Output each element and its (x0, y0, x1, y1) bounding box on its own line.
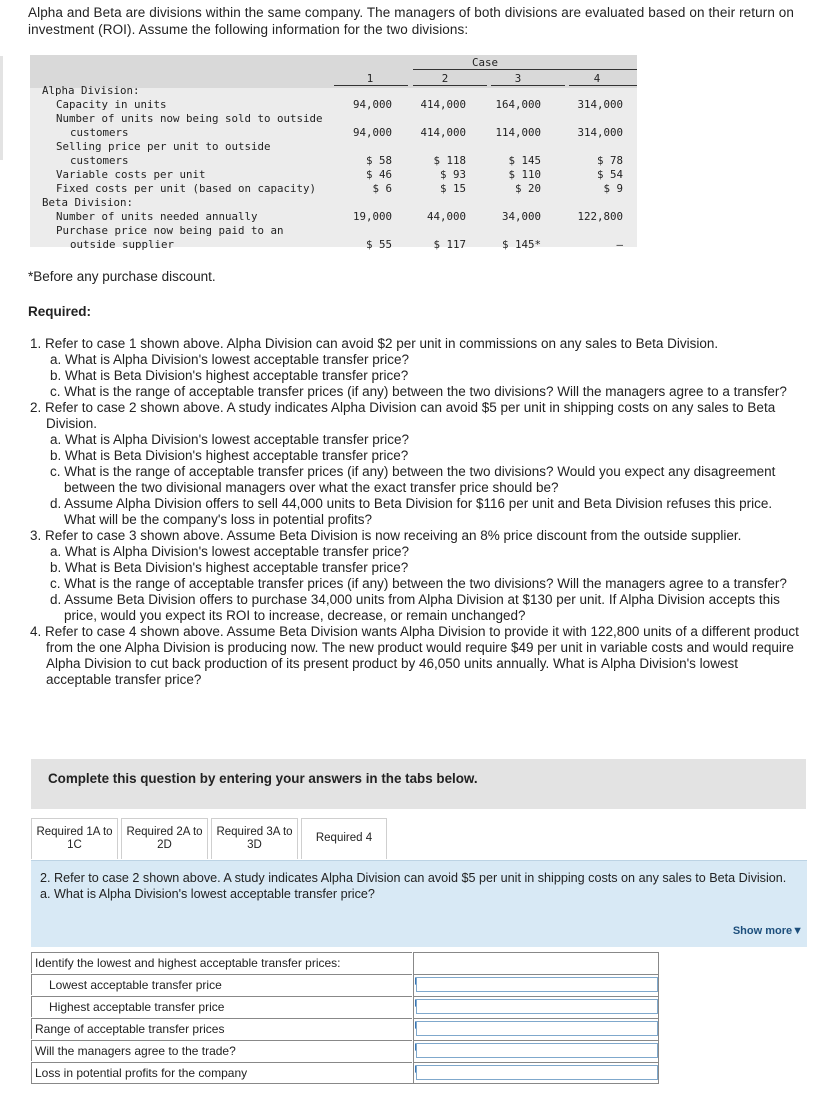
tab-label-line2: 2D (157, 839, 172, 851)
fixed-costs-case-3: $ 20 (514, 182, 541, 195)
selling-price-case-3: $ 145 (508, 154, 541, 167)
units-sold-case-4: 314,000 (577, 126, 623, 139)
answer-row-loss (31, 1062, 659, 1084)
question-list (30, 336, 805, 688)
purchase-price-case-4: – (616, 238, 623, 251)
question-2a: a. What is Alpha Division's lowest acceptable transfer price? (50, 432, 409, 447)
question-3: 3. Refer to case 3 shown above. Assume Beta Division is now receiving an 8% price discount from the outside supplier. (30, 528, 742, 543)
question-3a: a. What is Alpha Division's lowest acceptable transfer price? (50, 544, 409, 559)
panel-question-text (40, 871, 805, 902)
purchase-price-case-1: $ 55 (365, 238, 392, 251)
purchase-price-case-2: $ 117 (433, 238, 466, 251)
tab-panel-question (31, 860, 807, 947)
selling-price-case-1: $ 58 (365, 154, 392, 167)
instructions-banner (31, 759, 806, 809)
variable-costs-case-4: $ 54 (596, 168, 623, 181)
answer-label: Will the managers agree to the trade? (31, 1040, 412, 1061)
column-header-3: 3 (514, 72, 522, 85)
capacity-label: Capacity in units (56, 98, 167, 111)
answer-cell (413, 996, 659, 1018)
units-needed-case-3: 34,000 (501, 210, 541, 223)
question-2d: d. Assume Alpha Division offers to sell 44,000 units to Beta Division for $116 per unit and Beta Division refuses this price. What will be the company's loss in potential profits? (50, 496, 773, 527)
answer-row-agree (31, 1040, 659, 1062)
problem-intro: Alpha and Beta are divisions within the same company. The managers of both divisions are evaluated based on their return on investment (ROI). Assume the following information for the two divisions: (28, 5, 794, 37)
managers-agree-input[interactable] (416, 1043, 658, 1058)
tab-required-4[interactable] (301, 818, 387, 859)
selling-price-label-cont: customers (70, 154, 129, 167)
answer-label: Lowest acceptable transfer price (31, 974, 412, 995)
question-2: 2. Refer to case 2 shown above. A study indicates Alpha Division can avoid $5 per unit in shipping costs on any sales to Beta Division. (30, 400, 776, 431)
units-needed-label: Number of units needed annually (56, 210, 258, 223)
units-sold-label-cont: customers (70, 126, 129, 139)
units-sold-case-1: 94,000 (352, 126, 392, 139)
panel-question-line2: a. What is Alpha Division's lowest acceptable transfer price? (40, 887, 375, 901)
fixed-costs-case-4: $ 9 (603, 182, 623, 195)
tab-required-3a-3d[interactable] (211, 818, 298, 859)
beta-division-heading: Beta Division: (42, 196, 134, 209)
answer-label: Loss in potential profits for the company (31, 1062, 412, 1083)
variable-costs-label: Variable costs per unit (56, 168, 206, 181)
case-header-rule (413, 69, 637, 70)
answer-table-bottom-rule (31, 1083, 659, 1084)
column-header-2: 2 (441, 72, 449, 85)
selling-price-case-4: $ 78 (596, 154, 623, 167)
units-needed-case-4: 122,800 (577, 210, 623, 223)
price-range-input[interactable] (416, 1021, 658, 1036)
answer-cell (413, 1040, 659, 1062)
capacity-case-3: 164,000 (495, 98, 541, 111)
answer-label: Identify the lowest and highest acceptable transfer prices: (31, 952, 412, 973)
capacity-case-1: 94,000 (352, 98, 392, 111)
answer-row-header (31, 952, 659, 974)
units-sold-case-3: 114,000 (495, 126, 541, 139)
question-1b: b. What is Beta Division's highest acceptable transfer price? (50, 368, 409, 383)
answer-cell-empty (413, 952, 659, 974)
question-3d: d. Assume Beta Division offers to purchase 34,000 units from Alpha Division at $130 per unit. If Alpha Division accepts this price, would you expect its ROI to increase, decrease, or remain unchanged? (50, 592, 780, 623)
highest-price-input[interactable] (416, 999, 658, 1014)
answer-label: Range of acceptable transfer prices (31, 1018, 412, 1039)
answer-cell (413, 1062, 659, 1084)
variable-costs-case-1: $ 46 (365, 168, 392, 181)
variable-costs-case-3: $ 110 (508, 168, 541, 181)
case-header: Case (471, 56, 498, 69)
answer-cell (413, 1018, 659, 1040)
purchase-price-label: Purchase price now being paid to an (56, 224, 284, 237)
units-needed-case-2: 44,000 (426, 210, 466, 223)
left-scroll-marker (0, 56, 3, 160)
column-rule-2 (413, 85, 487, 86)
purchase-price-label-cont: outside supplier (70, 238, 175, 251)
answer-row-highest-price (31, 996, 659, 1018)
question-3b: b. What is Beta Division's highest acceptable transfer price? (50, 560, 409, 575)
question-4: 4. Refer to case 4 shown above. Assume Beta Division wants Alpha Division to provide it with 122,800 units of a different product from the one Alpha Division is producing now. The new product would require $49 per unit in variable costs and would require Alpha Division to cut back production of its present product by 46,050 units annually. What is Alpha Division's lowest acceptable transfer price? (30, 624, 799, 687)
tab-label: Required 4 (315, 832, 373, 844)
question-1: 1. Refer to case 1 shown above. Alpha Division can avoid $2 per unit in commissions on any sales to Beta Division. (30, 336, 719, 351)
tab-label-line2: 3D (247, 839, 262, 851)
tab-label-line1: Required 2A to (126, 826, 203, 838)
answer-row-range (31, 1018, 659, 1040)
selling-price-label: Selling price per unit to outside (56, 140, 271, 153)
question-2b: b. What is Beta Division's highest acceptable transfer price? (50, 448, 409, 463)
tab-required-2a-2d[interactable] (121, 818, 208, 859)
lowest-price-input[interactable] (416, 977, 658, 992)
answer-row-lowest-price (31, 974, 659, 996)
capacity-case-2: 414,000 (420, 98, 466, 111)
units-sold-case-2: 414,000 (420, 126, 466, 139)
question-1a: a. What is Alpha Division's lowest acceptable transfer price? (50, 352, 409, 367)
selling-price-case-2: $ 118 (433, 154, 466, 167)
question-3c: c. What is the range of acceptable transfer prices (if any) between the two divisions? Will the managers agree to a transfer? (50, 576, 787, 591)
column-rule-4 (569, 85, 637, 86)
tab-label-line1: Required 1A to (36, 826, 113, 838)
capacity-case-4: 314,000 (577, 98, 623, 111)
units-needed-case-1: 19,000 (352, 210, 392, 223)
tab-label-line1: Required 3A to (216, 826, 293, 838)
required-heading: Required: (28, 304, 92, 319)
units-sold-label: Number of units now being sold to outside (56, 112, 323, 125)
panel-question-line1: 2. Refer to case 2 shown above. A study indicates Alpha Division can avoid $5 per unit in shipping costs on any sales to Beta Division. (40, 871, 787, 885)
tab-required-1a-1c[interactable] (31, 818, 118, 859)
column-rule-3 (491, 85, 565, 86)
question-1c: c. What is the range of acceptable transfer prices (if any) between the two divisions? Will the managers agree to a transfer? (50, 384, 787, 399)
loss-profits-input[interactable] (416, 1065, 658, 1080)
answer-label: Highest acceptable transfer price (31, 996, 412, 1017)
column-header-4: 4 (593, 72, 601, 85)
question-2c: c. What is the range of acceptable transfer prices (if any) between the two divisions? Would you expect any disagreement between the two divisional managers over what the exact transfer price should be? (50, 464, 776, 495)
table-footnote: *Before any purchase discount. (28, 269, 216, 284)
answer-cell (413, 974, 659, 996)
column-rule-1 (334, 85, 408, 86)
show-more-link[interactable]: Show more▼ (732, 925, 803, 937)
tab-label-line2: 1C (67, 839, 82, 851)
purchase-price-case-3: $ 145* (501, 238, 541, 251)
fixed-costs-case-1: $ 6 (372, 182, 392, 195)
alpha-division-heading: Alpha Division: (42, 84, 140, 97)
variable-costs-case-2: $ 93 (439, 168, 466, 181)
fixed-costs-label: Fixed costs per unit (based on capacity) (56, 182, 317, 195)
column-header-1: 1 (366, 72, 374, 85)
instructions-text: Complete this question by entering your answers in the tabs below. (48, 771, 478, 786)
case-data-table (30, 55, 637, 261)
fixed-costs-case-2: $ 15 (439, 182, 466, 195)
